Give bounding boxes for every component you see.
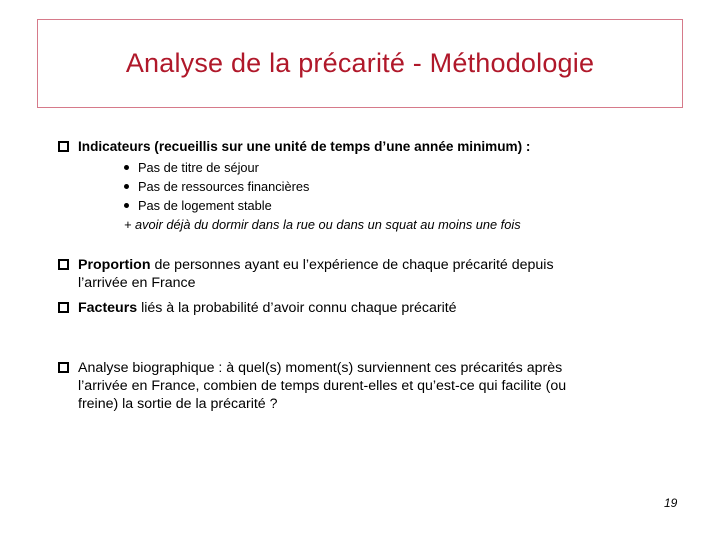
biographic-line3: freine) la sortie de la précarité ? — [78, 396, 278, 412]
biographic-line2: l’arrivée en France, combien de temps durent-elles et qu’est-ce qui facilite (ou — [78, 378, 567, 394]
proportion-line2: l’arrivée en France — [78, 275, 196, 291]
factors-bullet — [58, 299, 457, 317]
bullet-dot-icon — [124, 203, 129, 208]
biographic-line1: Analyse biographique : à quel(s) moment(s) surviennent ces précarités après — [78, 360, 563, 376]
factors-text — [78, 299, 457, 317]
indicator-item-label: Pas de titre de séjour — [138, 160, 259, 175]
checkbox-bullet-icon — [58, 362, 69, 373]
proportion-rest: de personnes ayant eu l’expérience de chaque précarité depuis — [150, 257, 554, 273]
biographic-text — [78, 359, 566, 413]
proportion-bullet — [58, 256, 554, 292]
slide-title: Analyse de la précarité - Méthodologie — [125, 48, 595, 78]
bullet-dot-icon — [124, 184, 129, 189]
factors-bold: Facteurs — [78, 300, 138, 316]
factors-rest: liés à la probabilité d’avoir connu chaque précarité — [137, 300, 457, 316]
indicators-heading: Indicateurs (recueillis sur une unité de temps d’une année minimum) : — [78, 139, 531, 154]
indicator-item-label: Pas de logement stable — [138, 198, 272, 213]
checkbox-bullet-icon — [58, 141, 69, 152]
title-box — [37, 19, 683, 108]
list-item — [124, 177, 521, 196]
checkbox-bullet-icon — [58, 259, 69, 270]
checkbox-bullet-icon — [58, 302, 69, 313]
indicators-list — [124, 158, 521, 234]
bullet-dot-icon — [124, 165, 129, 170]
list-item — [124, 158, 521, 177]
indicator-item-label: Pas de ressources financières — [138, 179, 310, 194]
indicators-bullet — [58, 138, 530, 156]
list-item — [124, 196, 521, 215]
indicators-note: + avoir déjà du dormir dans la rue ou dans un squat au moins une fois — [124, 217, 521, 232]
proportion-text — [78, 256, 554, 292]
page-number: 19 — [664, 496, 678, 510]
proportion-bold: Proportion — [78, 257, 151, 273]
biographic-bullet — [58, 359, 566, 413]
